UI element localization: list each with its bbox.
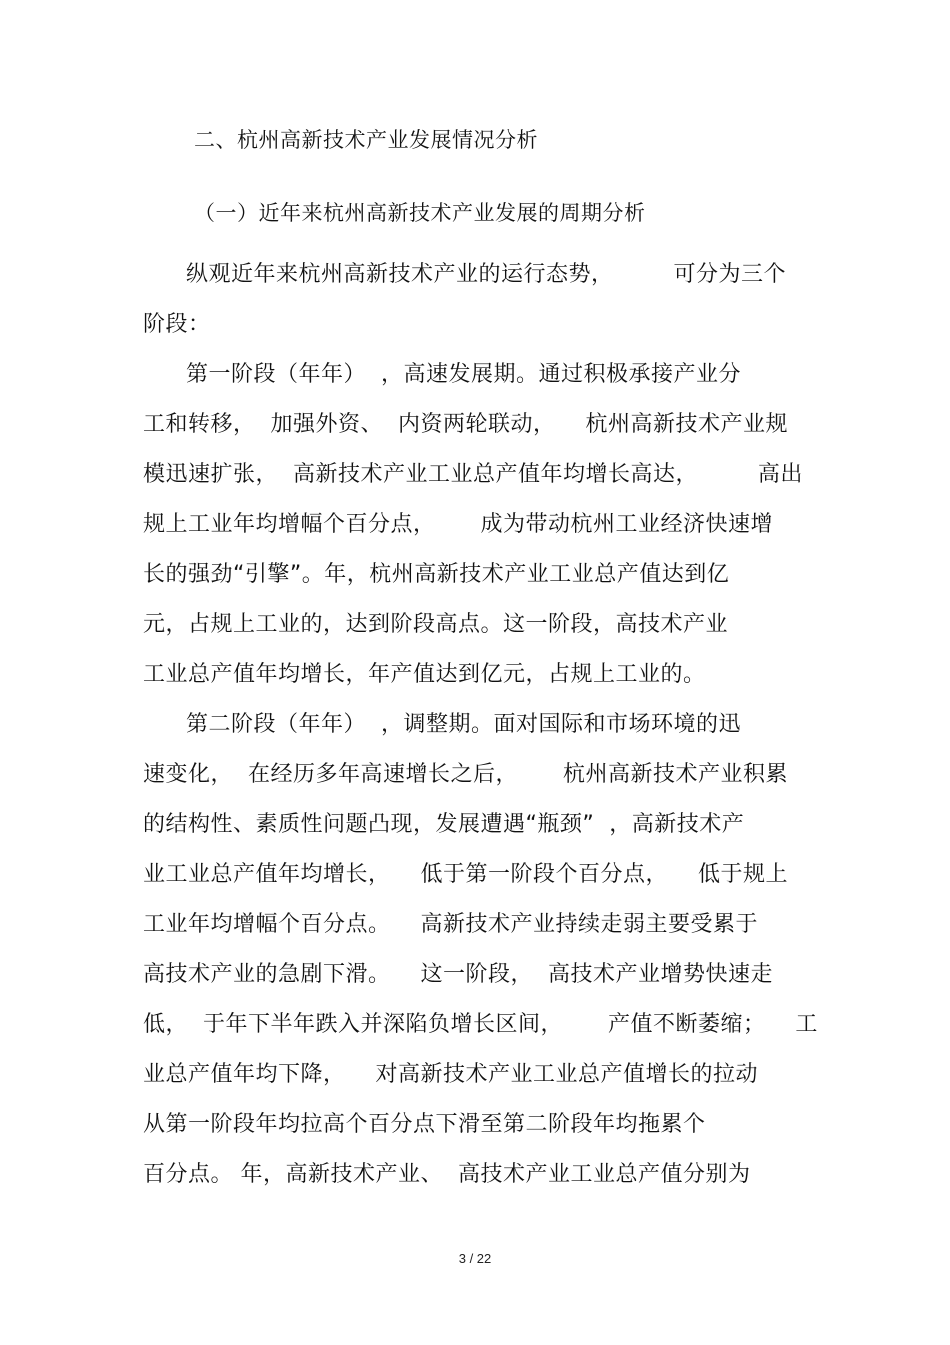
page-number: 3 / 22 — [458, 1251, 492, 1266]
body-line: 业总产值年均下降， 对高新技术产业工业总产值增长的拉动 — [143, 1062, 758, 1087]
body-line: 低， 于年下半年跌入并深陷负增长区间， 产值不断萎缩； 工 — [143, 1012, 818, 1037]
body-line: 长的强劲“引擎”。年，杭州高新技术产业工业总产值达到亿 — [143, 562, 730, 587]
body-line: 规上工业年均增幅个百分点， 成为带动杭州工业经济快速增 — [143, 512, 773, 537]
body-line: 模迅速扩张， 高新技术产业工业总产值年均增长高达， 高出 — [143, 462, 803, 487]
body-line: 从第一阶段年均拉高个百分点下滑至第二阶段年均拖累个 — [143, 1112, 706, 1137]
body-line: 纵观近年来杭州高新技术产业的运行态势， 可分为三个 — [186, 262, 786, 287]
body-line: 业工业总产值年均增长， 低于第一阶段个百分点， 低于规上 — [143, 862, 788, 887]
body-line: 第一阶段（年年） ，高速发展期。通过积极承接产业分 — [186, 362, 741, 387]
body-line: 速变化， 在经历多年高速增长之后， 杭州高新技术产业积累 — [143, 762, 788, 787]
section-heading: 二、杭州高新技术产业发展情况分析 — [194, 128, 538, 152]
body-line: 阶段： — [143, 312, 211, 337]
body-line: 百分点。 年，高新技术产业、 高技术产业工业总产值分别为 — [143, 1162, 751, 1187]
body-line: 工业年均增幅个百分点。 高新技术产业持续走弱主要受累于 — [143, 912, 758, 937]
body-line: 工业总产值年均增长，年产值达到亿元，占规上工业的。 — [143, 662, 706, 687]
subsection-heading: （一）近年来杭州高新技术产业发展的周期分析 — [194, 201, 646, 225]
body-line: 工和转移， 加强外资、 内资两轮联动， 杭州高新技术产业规 — [143, 412, 788, 437]
body-line: 元，占规上工业的，达到阶段高点。这一阶段，高技术产业 — [143, 612, 729, 637]
body-line: 的结构性、素质性问题凸现，发展遭遇“瓶颈” ，高新技术产 — [143, 812, 745, 837]
body-line: 高技术产业的急剧下滑。 这一阶段， 高技术产业增势快速走 — [143, 962, 773, 987]
body-line: 第二阶段（年年） ，调整期。面对国际和市场环境的迅 — [186, 712, 741, 737]
